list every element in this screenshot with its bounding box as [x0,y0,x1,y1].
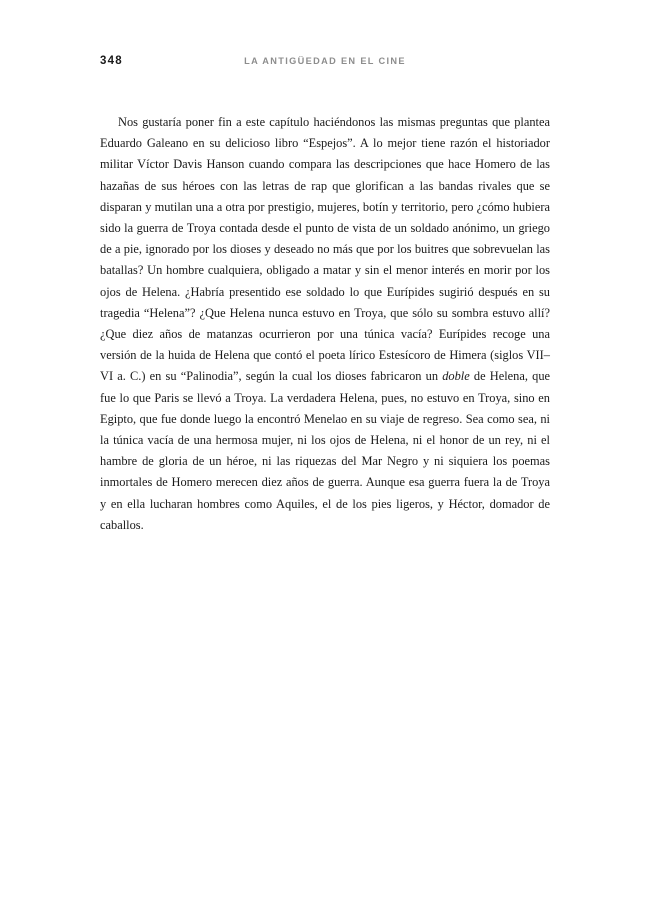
body-text-block [100,112,550,536]
page-header [100,55,550,75]
running-head-title: LA ANTIGÜEDAD EN EL CINE [244,56,406,66]
paragraph [100,112,550,536]
page-number: 348 [100,55,123,67]
paragraph-text-part-1: Nos gustaría poner fin a este capítulo haciéndonos las mismas preguntas que plantea Eduardo Galeano en su delicioso libro “Espejos”. A lo mejor tiene razón el historiador militar Víctor Davis Hanson cuando compara las descripciones que hace Homero de las hazañas de sus héroes con las letras de rap que glorifican a las bandas rivales que se disparan y mutilan una a otra por prestigio, mujeres, botín y territorio, pero ¿cómo hubiera sido la guerra de Troya contada desde el punto de vista de un soldado anónimo, un griego de a pie, ignorado por los dioses y deseado no más que por los buitres que sobrevuelan las batallas? Un hombre cualquiera, obligado a matar y sin el menor interés en morir por los ojos de Helena. ¿Habría presentido ese soldado lo que Eurípides sugirió después en su tragedia “Helena”? ¿Que Helena nunca estuvo en Troya, que sólo su sombra estuvo allí? ¿Que diez años de matanzas ocurrieron por una túnica vacía? Eurípides recoge una versión de la huida de Helena que contó el poeta lírico Estesícoro de Himera (siglos VII–VI a. C.) en su “Palinodia”, según la cual los dioses fabricaron un [100,115,550,384]
paragraph-emphasis: doble [442,369,470,384]
paragraph-text-part-2: de Helena, que fue lo que Paris se llevó a Troya. La verdadera Helena, pues, no estuvo en Troya, sino en Egipto, que fue donde luego la encontró Menelao en su viaje de regreso. Sea como sea, ni la túnica vacía de una hermosa mujer, ni los ojos de Helena, ni el honor de un rey, ni el hambre de gloria de un héroe, ni las riquezas del Mar Negro y ni siquiera los poemas inmortales de Homero merecen diez años de guerra. Aunque esa guerra fuera la de Troya y en ella lucharan hombres como Aquiles, el de los pies ligeros, y Héctor, domador de caballos. [100,369,551,532]
